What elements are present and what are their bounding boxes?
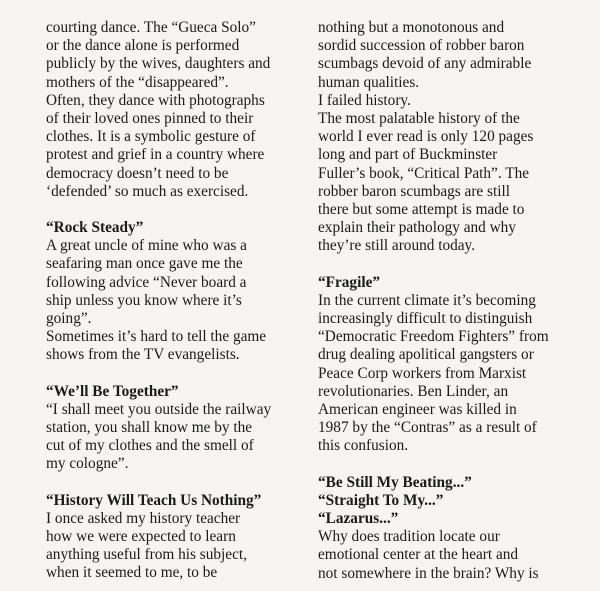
text-line: how we were expected to learn: [46, 528, 236, 546]
text-line: publicly by the wives, daughters and: [46, 55, 271, 73]
text-line: sordid succession of robber baron: [318, 37, 525, 55]
dance-paragraph: [46, 19, 308, 201]
text-line: democracy doesn’t need to be: [46, 164, 229, 182]
text-line: anything useful from his subject,: [46, 546, 247, 564]
section-heading: “Rock Steady”: [46, 219, 144, 237]
section-heading: “Lazarus...”: [318, 510, 399, 528]
history-continued-paragraph: [318, 19, 580, 256]
text-line: Fuller’s book, “Critical Path”. The: [318, 164, 530, 182]
text-line: of their loved ones pinned to their: [46, 110, 254, 128]
text-line: shows from the TV evangelists.: [46, 346, 240, 364]
text-line: long and part of Buckminster: [318, 146, 498, 164]
section-heading: “Fragile”: [318, 273, 381, 291]
text-line: seafaring man once gave me the: [46, 255, 243, 273]
text-line: Peace Corp workers from Marxist: [318, 364, 527, 382]
left-column: [46, 19, 308, 583]
text-line: or the dance alone is performed: [46, 37, 240, 55]
text-line: drug dealing apolitical gangsters or: [318, 346, 534, 364]
right-column: [318, 19, 580, 583]
text-line: The most palatable history of the: [318, 110, 520, 128]
text-line: A great uncle of mine who was a: [46, 237, 247, 255]
text-line: Why does tradition locate our: [318, 528, 500, 546]
text-line: American engineer was killed in: [318, 401, 517, 419]
text-line: I once asked my history teacher: [46, 509, 241, 527]
text-line: emotional center at the heart and: [318, 546, 519, 564]
text-line: clothes. It is a symbolic gesture of: [46, 128, 256, 146]
text-line: protest and grief in a country where: [46, 146, 265, 164]
text-line: following advice “Never board a: [46, 273, 247, 291]
text-line: scumbags devoid of any admirable: [318, 55, 532, 73]
text-line: 1987 by the “Contras” as a result of: [318, 419, 537, 437]
text-line: I failed history.: [318, 91, 411, 109]
text-line: they’re still around today.: [318, 237, 476, 255]
text-line: nothing but a monotonous and: [318, 19, 505, 36]
text-line: “I shall meet you outside the railway: [46, 400, 272, 418]
section-heading: “We’ll Be Together”: [46, 382, 179, 400]
text-line: not somewhere in the brain? Why is: [318, 564, 539, 582]
text-line: human qualities.: [318, 73, 420, 91]
text-line: courting dance. The “Gueca Solo”: [46, 19, 256, 36]
text-line: ‘defended’ so much as exercised.: [46, 182, 249, 200]
text-line: when it seemed to me, to be: [46, 564, 218, 582]
fragile-section: [318, 274, 580, 456]
section-heading: “History Will Teach Us Nothing”: [46, 491, 262, 509]
text-line: ship unless you know where it’s: [46, 291, 242, 309]
text-line: robber baron scumbags are still: [318, 182, 511, 200]
together-section: [46, 383, 308, 474]
section-heading: “Be Still My Beating...”: [318, 473, 472, 491]
text-line: station, you shall know me by the: [46, 419, 253, 437]
text-line: my cologne”.: [46, 455, 129, 473]
section-heading: “Straight To My...”: [318, 491, 444, 509]
text-line: this confusion.: [318, 437, 409, 455]
text-line: mothers of the “disappeared”.: [46, 73, 229, 91]
rock-steady-section: [46, 219, 308, 365]
history-section: [46, 492, 308, 583]
text-line: revolutionaries. Ben Linder, an: [318, 382, 509, 400]
text-line: explain their pathology and why: [318, 219, 516, 237]
text-line: going”.: [46, 310, 92, 328]
text-line: “Democratic Freedom Fighters” from: [318, 328, 549, 346]
text-line: world I ever read is only 120 pages: [318, 128, 534, 146]
text-line: cut of my clothes and the smell of: [46, 437, 254, 455]
text-line: there but some attempt is made to: [318, 201, 525, 219]
text-line: Sometimes it’s hard to tell the game: [46, 328, 267, 346]
text-line: increasingly difficult to distinguish: [318, 310, 533, 328]
text-line: In the current climate it’s becoming: [318, 291, 536, 309]
text-line: Often, they dance with photographs: [46, 91, 265, 109]
beating-section: [318, 474, 580, 583]
